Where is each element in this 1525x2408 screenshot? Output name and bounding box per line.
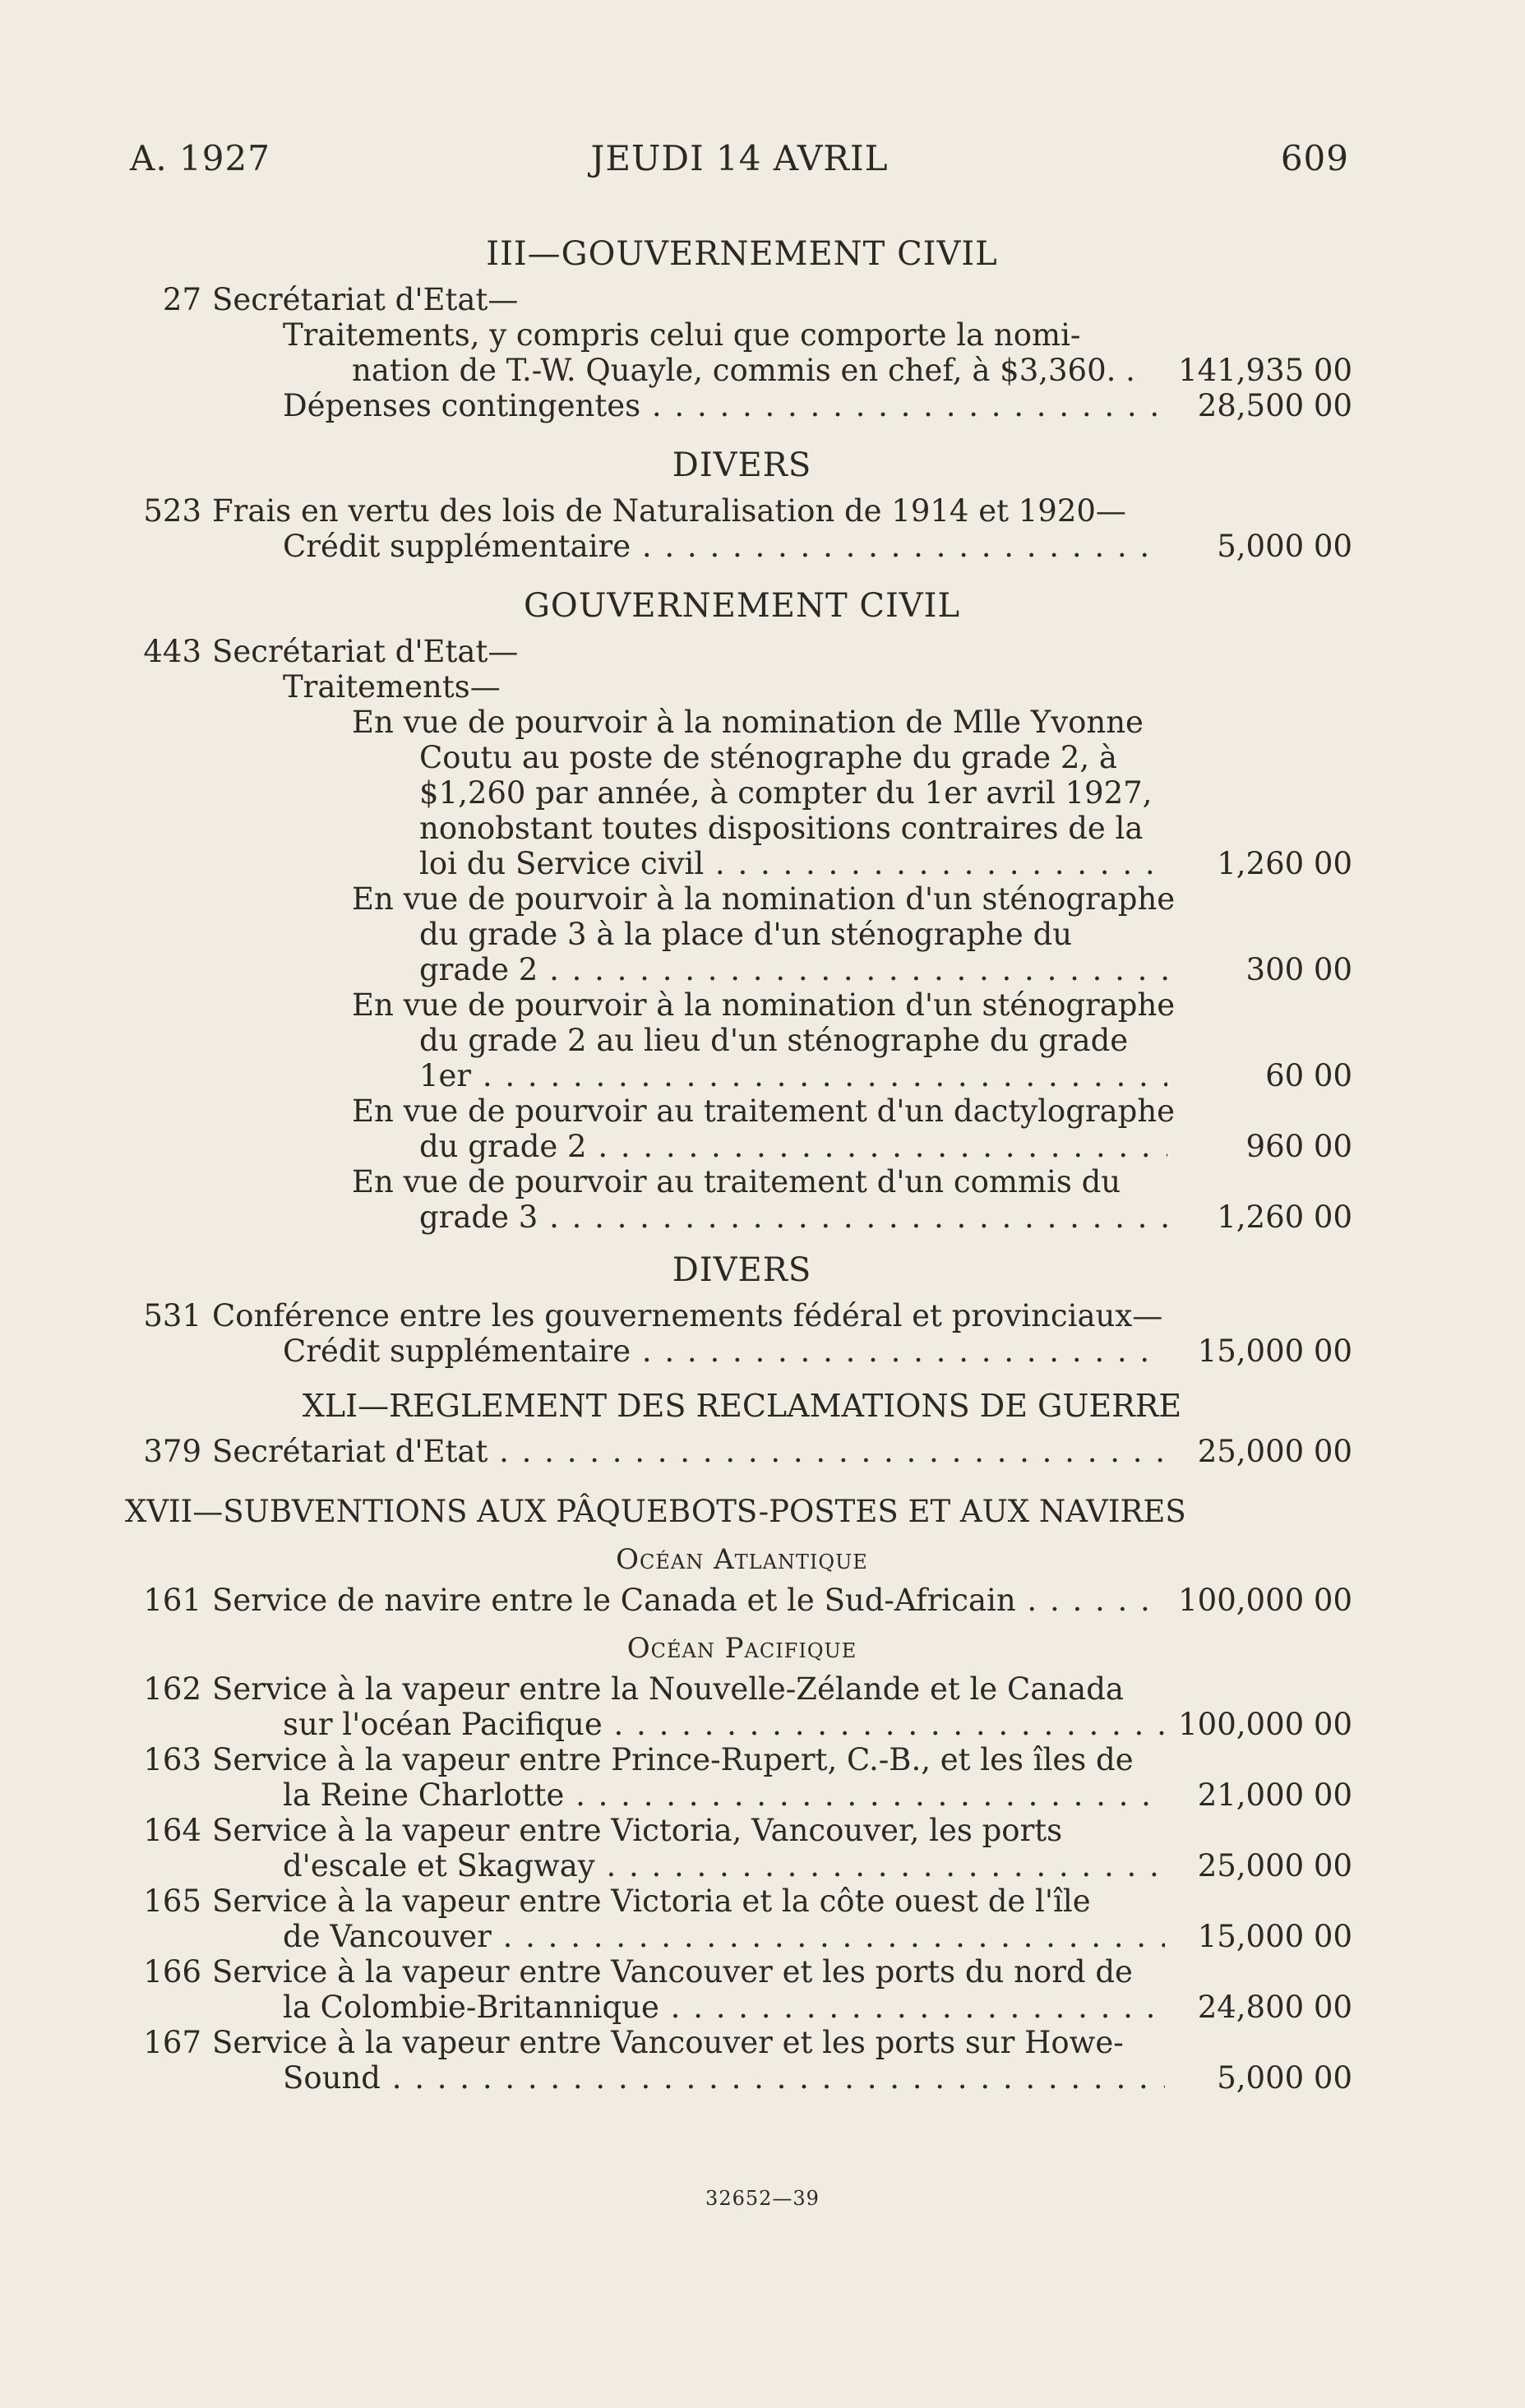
entry-text: En vue de pourvoir à la nomination d'un sténographe [352, 987, 1176, 1023]
entry-text: Dépenses contingentes . . . [283, 388, 1165, 423]
amount: 1,260 00 [1217, 1199, 1352, 1235]
entry-379 [132, 1434, 1352, 1469]
amount: 28,500 00 [1197, 388, 1352, 423]
entry-number: 379 [143, 1434, 201, 1469]
entry-number: 166 [143, 1954, 201, 1990]
entry-number: 27 [162, 282, 201, 317]
entry-text: Sound . . . [283, 2060, 1165, 2096]
entry-text: En vue de pourvoir à la nomination d'un sténographe [352, 881, 1176, 917]
entry-text: du grade 2 . . . [419, 1129, 1167, 1164]
subheading: Océan Atlantique [616, 1543, 868, 1576]
entry-text: loi du Service civil . . . [419, 846, 1167, 881]
amount: 60 00 [1265, 1058, 1352, 1093]
section-heading: XVII—SUBVENTIONS AUX PÂQUEBOTS-POSTES ET AUX NAVIRES [125, 1494, 1186, 1529]
entry-text: Service à la vapeur entre Vancouver et les ports du nord de [212, 1954, 1133, 1990]
entry-number: 443 [143, 634, 201, 669]
entry-443 [132, 634, 1352, 1235]
page-number: 609 [1280, 138, 1349, 178]
subheading: Océan Pacifique [626, 1632, 857, 1665]
entry-text: du grade 2 au lieu d'un sténographe du grade [419, 1023, 1129, 1058]
entry-text: d'escale et Skagway . . . [283, 1848, 1165, 1883]
amount: 21,000 00 [1197, 1777, 1352, 1813]
entry-number: 164 [143, 1813, 201, 1848]
section-heading: DIVERS [672, 1251, 812, 1289]
entry-text: Service à la vapeur entre Prince-Rupert, C.-B., et les îles de [212, 1742, 1134, 1777]
entry-number: 163 [143, 1742, 201, 1777]
entry-text: Service à la vapeur entre la Nouvelle-Zélande et le Canada [212, 1671, 1124, 1707]
entry-text: la Reine Charlotte . . . [283, 1777, 1165, 1813]
entry-text: En vue de pourvoir à la nomination de Mlle Yvonne [352, 705, 1144, 740]
entry-text: Service à la vapeur entre Vancouver et les ports sur Howe- [212, 2025, 1124, 2060]
section-heading: XLI—REGLEMENT DES RECLAMATIONS DE GUERRE [302, 1388, 1182, 1424]
section-heading: III—GOUVERNEMENT CIVIL [486, 235, 998, 273]
entry-165 [132, 1883, 1352, 1954]
entry-text: Traitements, y compris celui que comporte la nomi- [283, 317, 1081, 353]
entry-text: la Colombie-Britannique . . . [283, 1990, 1165, 2025]
entry-text: sur l'océan Pacifique . . . [283, 1707, 1165, 1742]
amount: 960 00 [1245, 1129, 1352, 1164]
entry-text: de Vancouver . . . [283, 1919, 1165, 1954]
amount: 15,000 00 [1197, 1333, 1352, 1369]
section-heading: GOUVERNEMENT CIVIL [523, 587, 961, 625]
entry-text: Secrétariat d'Etat— [212, 282, 519, 317]
entry-text: Crédit supplémentaire . . . [283, 1333, 1165, 1369]
entry-text: nation de T.-W. Quayle, commis en chef, à $3,360. . [352, 353, 1135, 388]
amount: 1,260 00 [1217, 846, 1352, 881]
entry-text: grade 2 . . . [419, 952, 1167, 987]
amount: 100,000 00 [1178, 1707, 1352, 1742]
entry-text: $1,260 par année, à compter du 1er avril 1927, [419, 775, 1153, 811]
entry-text: En vue de pourvoir au traitement d'un commis du [352, 1164, 1121, 1199]
entry-text: Coutu au poste de sténographe du grade 2, à [419, 740, 1117, 775]
entry-text: Frais en vertu des lois de Naturalisation de 1914 et 1920— [212, 493, 1126, 529]
entry-text: Traitements— [283, 669, 501, 705]
entry-number: 162 [143, 1671, 201, 1707]
amount: 15,000 00 [1197, 1919, 1352, 1954]
page-date: JEUDI 14 AVRIL [590, 138, 889, 178]
entry-number: 165 [143, 1883, 201, 1919]
entry-27 [132, 282, 1352, 423]
entry-text: Service à la vapeur entre Victoria, Vancouver, les ports [212, 1813, 1063, 1848]
entry-number: 523 [143, 493, 201, 529]
amount: 100,000 00 [1178, 1583, 1352, 1618]
entry-text: du grade 3 à la place d'un sténographe du [419, 917, 1073, 952]
entry-531 [132, 1298, 1352, 1369]
entry-164 [132, 1813, 1352, 1883]
amount: 5,000 00 [1217, 2060, 1352, 2096]
entry-text: Secrétariat d'Etat . . . [212, 1434, 1164, 1469]
entry-text: En vue de pourvoir au traitement d'un dactylographe [352, 1093, 1176, 1129]
entry-number: 531 [143, 1298, 201, 1333]
entry-163 [132, 1742, 1352, 1813]
page-content [125, 222, 1352, 2096]
amount: 24,800 00 [1197, 1990, 1352, 2025]
entry-text: Secrétariat d'Etat— [212, 634, 519, 669]
amount: 141,935 00 [1178, 353, 1352, 388]
page-header [130, 138, 1349, 187]
entry-number: 167 [143, 2025, 201, 2060]
entry-text: Service de navire entre le Canada et le Sud-Africain . . . [212, 1583, 1164, 1618]
entry-text: Service à la vapeur entre Victoria et la côte ouest de l'île [212, 1883, 1091, 1919]
entry-162 [132, 1671, 1352, 1742]
entry-523 [132, 493, 1352, 564]
amount: 25,000 00 [1197, 1848, 1352, 1883]
entry-166 [132, 1954, 1352, 2025]
entry-text: nonobstant toutes dispositions contraires de la [419, 811, 1144, 846]
entry-161 [132, 1583, 1352, 1618]
amount: 25,000 00 [1197, 1434, 1352, 1469]
entry-text: Conférence entre les gouvernements fédéral et provinciaux— [212, 1298, 1163, 1333]
printer-mark: 32652—39 [705, 2187, 820, 2210]
entry-text: Crédit supplémentaire . . . [283, 529, 1165, 564]
amount: 300 00 [1245, 952, 1352, 987]
entry-text: grade 3 . . . [419, 1199, 1167, 1235]
session-year: A. 1927 [130, 138, 270, 178]
amount: 5,000 00 [1217, 529, 1352, 564]
section-heading: DIVERS [672, 446, 812, 484]
entry-number: 161 [143, 1583, 201, 1618]
entry-text: 1er . . . [419, 1058, 1167, 1093]
entry-167 [132, 2025, 1352, 2096]
